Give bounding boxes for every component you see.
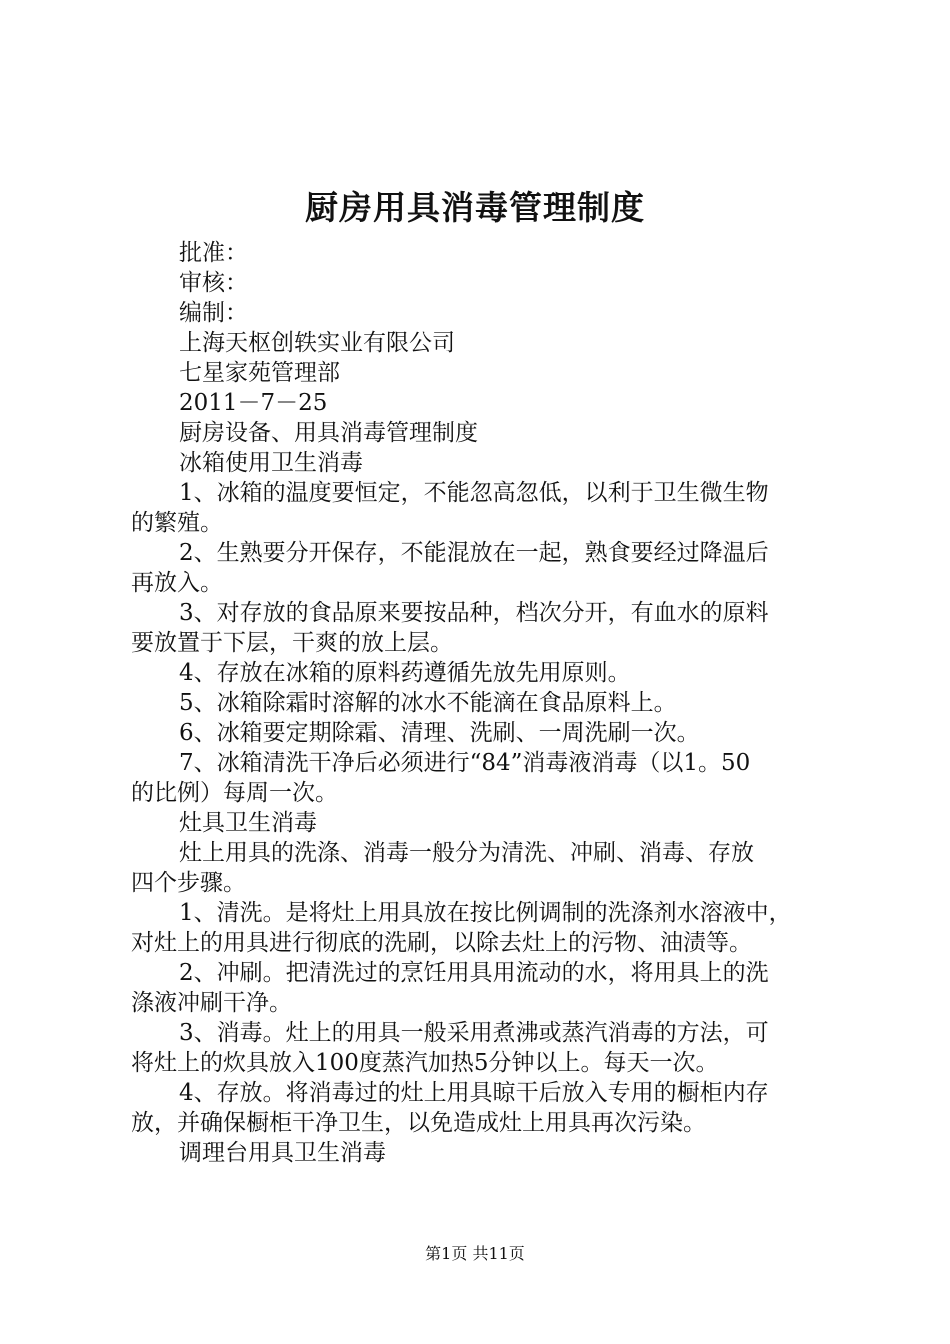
text-line: 四个步骤。 <box>131 870 246 896</box>
text-line: 6、冰箱要定期除霜、清理、洗刷、一周洗刷一次。 <box>179 720 700 746</box>
text-line: 1、冰箱的温度要恒定，不能忽高忽低，以利于卫生微生物 <box>179 480 769 506</box>
text-line: 上海天枢创轶实业有限公司 <box>179 330 455 356</box>
document-body <box>131 238 831 1168</box>
text-line: 2、生熟要分开保存，不能混放在一起，熟食要经过降温后 <box>179 540 769 566</box>
text-line: 2、冲刷。把清洗过的烹饪用具用流动的水，将用具上的洗 <box>179 960 769 986</box>
text-line: 调理台用具卫生消毒 <box>179 1140 386 1166</box>
text-line: 3、对存放的食品原来要按品种，档次分开，有血水的原料 <box>179 600 769 626</box>
document-title: 厨房用具消毒管理制度 <box>305 188 645 227</box>
text-line: 的比例）每周一次。 <box>131 780 338 806</box>
text-line: 再放入。 <box>131 570 223 596</box>
text-line: 放，并确保橱柜干净卫生，以免造成灶上用具再次污染。 <box>131 1110 706 1136</box>
text-line: 5、冰箱除霜时溶解的冰水不能滴在食品原料上。 <box>179 690 677 716</box>
text-line: 7、冰箱清洗干净后必须进行“84”消毒液消毒（以1。50 <box>179 750 751 776</box>
text-line: 灶具卫生消毒 <box>179 810 317 836</box>
text-line: 2011－7－25 <box>179 390 328 416</box>
text-line: 3、消毒。灶上的用具一般采用煮沸或蒸汽消毒的方法，可 <box>179 1020 769 1046</box>
text-line: 4、存放在冰箱的原料药遵循先放先用原则。 <box>179 660 631 686</box>
text-line: 编制： <box>179 300 248 326</box>
text-line: 的繁殖。 <box>131 510 223 536</box>
text-line: 要放置于下层，干爽的放上层。 <box>131 630 453 656</box>
text-line: 4、存放。将消毒过的灶上用具晾干后放入专用的橱柜内存 <box>179 1080 769 1106</box>
text-line: 七星家苑管理部 <box>179 360 340 386</box>
text-line: 厨房设备、用具消毒管理制度 <box>179 420 478 446</box>
text-line: 审核： <box>179 270 248 296</box>
text-line: 对灶上的用具进行彻底的洗刷，以除去灶上的污物、油渍等。 <box>131 930 752 956</box>
text-line: 涤液冲刷干净。 <box>131 990 292 1016</box>
text-line: 1、清洗。是将灶上用具放在按比例调制的洗涤剂水溶液中， <box>179 900 792 926</box>
text-line: 将灶上的炊具放入100度蒸汽加热5分钟以上。每天一次。 <box>131 1050 719 1076</box>
text-line: 冰箱使用卫生消毒 <box>179 450 363 476</box>
text-line: 批准： <box>179 240 248 266</box>
page-footer: 第1页 共11页 <box>425 1244 525 1263</box>
text-line: 灶上用具的洗涤、消毒一般分为清洗、冲刷、消毒、存放 <box>179 840 754 866</box>
